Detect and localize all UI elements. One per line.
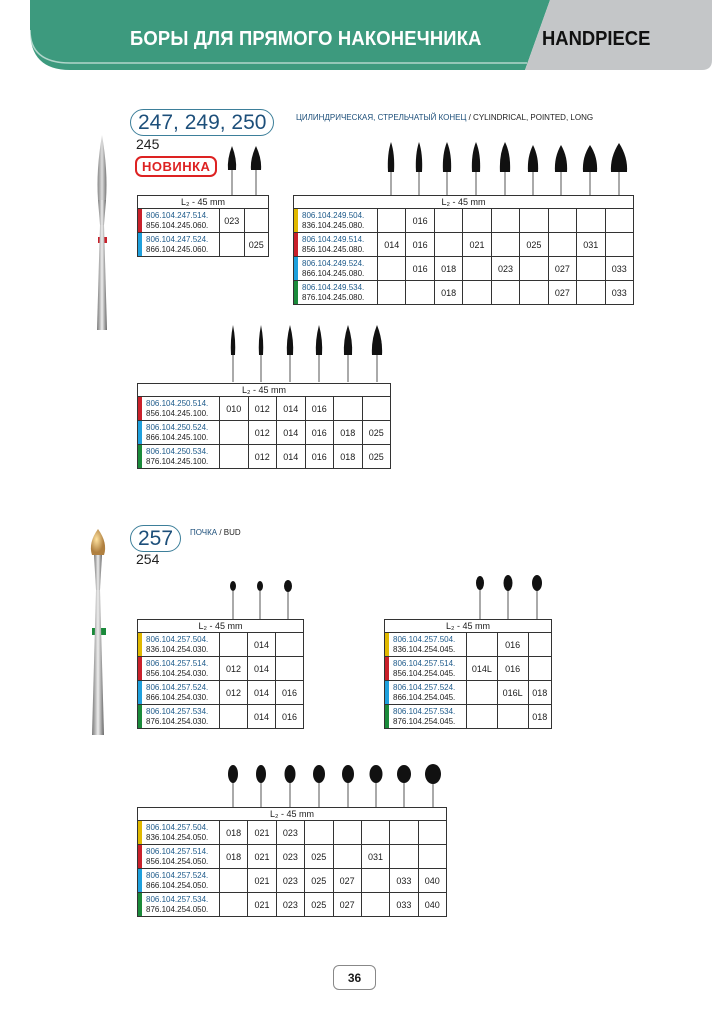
size-cell: 012 [248, 421, 277, 445]
size-cell [418, 821, 446, 845]
size-cell [361, 893, 389, 917]
order-code: 806.104.257.504. 836.104.254.045. [385, 633, 467, 657]
size-cell: 033 [390, 869, 418, 893]
table-header: L₂ - 45 mm [385, 620, 552, 633]
banner-title: БОРЫ ДЛЯ ПРЯМОГО НАКОНЕЧНИКА [130, 28, 482, 50]
order-code: 806.104.257.514. 856.104.254.050. [138, 845, 220, 869]
order-code: 806.104.257.524. 866.104.254.050. [138, 869, 220, 893]
table-row [385, 657, 552, 681]
table-row [138, 233, 269, 257]
size-cell [220, 705, 248, 729]
table-row [138, 421, 391, 445]
size-cell: 016L [497, 681, 528, 705]
size-cell: 012 [220, 681, 248, 705]
order-code: 806.104.249.504. 836.104.245.080. [294, 209, 378, 233]
order-code: 806.104.257.534. 876.104.254.050. [138, 893, 220, 917]
size-cell: 010 [220, 397, 249, 421]
header-banner [30, 0, 712, 70]
size-cell: 016 [305, 421, 334, 445]
size-cell: 025 [305, 893, 333, 917]
size-cell [390, 821, 418, 845]
size-cell: 021 [248, 845, 276, 869]
size-cell: 014 [277, 445, 306, 469]
size-cell: 040 [418, 893, 446, 917]
size-cell [467, 681, 498, 705]
size-cell: 021 [248, 893, 276, 917]
size-cell: 031 [577, 233, 605, 257]
size-cell: 014 [378, 233, 406, 257]
table-257-045 [384, 619, 552, 729]
order-code: 806.104.249.534. 876.104.245.080. [294, 281, 378, 305]
size-cell [333, 845, 361, 869]
new-badge: НОВИНКА [135, 156, 217, 177]
size-cell: 025 [244, 233, 269, 257]
table-header: L₂ - 45 mm [138, 808, 447, 821]
size-cell: 014 [248, 633, 276, 657]
size-cell: 012 [220, 657, 248, 681]
size-cell: 027 [333, 869, 361, 893]
alt-code: 245 [136, 136, 160, 152]
table-row [138, 705, 304, 729]
alt-code: 254 [136, 551, 160, 567]
bur-icons-247 [220, 143, 270, 195]
table-row [294, 209, 634, 233]
table-header: L₂ - 45 mm [294, 196, 634, 209]
size-cell [528, 657, 551, 681]
size-cell: 016 [497, 657, 528, 681]
size-cell: 031 [361, 845, 389, 869]
size-cell: 023 [276, 893, 304, 917]
size-cell: 016 [276, 705, 304, 729]
bur-photo-247 [85, 130, 120, 340]
size-cell [418, 845, 446, 869]
size-cell: 023 [276, 845, 304, 869]
table-row [138, 869, 447, 893]
size-cell: 025 [520, 233, 548, 257]
table-row [294, 281, 634, 305]
size-cell [528, 633, 551, 657]
size-cell: 016 [276, 681, 304, 705]
table-row [385, 681, 552, 705]
size-cell: 027 [548, 281, 576, 305]
size-cell [497, 705, 528, 729]
size-cell: 018 [434, 257, 462, 281]
size-cell [220, 893, 248, 917]
size-cell [491, 209, 519, 233]
size-cell [520, 209, 548, 233]
size-cell [577, 281, 605, 305]
size-cell [548, 209, 576, 233]
size-cell: 023 [491, 257, 519, 281]
table-row [294, 257, 634, 281]
size-cell [577, 209, 605, 233]
size-cell [220, 233, 245, 257]
order-code: 806.104.249.514. 856.104.245.080. [294, 233, 378, 257]
size-cell: 040 [418, 869, 446, 893]
size-cell [220, 445, 249, 469]
size-cell: 018 [220, 845, 248, 869]
size-cell [362, 397, 391, 421]
size-cell: 021 [248, 869, 276, 893]
order-code: 806.104.250.514. 856.104.245.100. [138, 397, 220, 421]
table-row [138, 633, 304, 657]
size-cell: 025 [362, 421, 391, 445]
size-cell [605, 209, 634, 233]
size-cell: 016 [305, 445, 334, 469]
size-cell: 012 [248, 445, 277, 469]
size-cell [463, 209, 491, 233]
size-cell: 027 [548, 257, 576, 281]
size-cell: 014 [248, 705, 276, 729]
size-cell: 025 [305, 845, 333, 869]
order-code: 806.104.247.524. 866.104.245.060. [138, 233, 220, 257]
page-number: 36 [333, 965, 376, 990]
size-cell: 018 [528, 681, 551, 705]
size-cell [276, 657, 304, 681]
order-code: 806.104.250.524. 866.104.245.100. [138, 421, 220, 445]
table-row [138, 845, 447, 869]
size-cell [467, 705, 498, 729]
size-cell [276, 633, 304, 657]
size-cell: 025 [305, 869, 333, 893]
size-cell [520, 281, 548, 305]
table-257-030 [137, 619, 304, 729]
order-code: 806.104.257.514. 856.104.254.030. [138, 657, 220, 681]
size-cell [220, 421, 249, 445]
order-code: 806.104.257.524. 866.104.254.030. [138, 681, 220, 705]
order-code: 806.104.247.514. 856.104.245.060. [138, 209, 220, 233]
size-cell: 021 [248, 821, 276, 845]
size-cell [406, 281, 434, 305]
size-cell: 014 [277, 421, 306, 445]
size-cell [548, 233, 576, 257]
table-250 [137, 383, 391, 469]
bur-code-badge: 257 [130, 525, 181, 552]
bur-icons-257-030 [220, 577, 305, 619]
order-code: 806.104.257.534. 876.104.254.030. [138, 705, 220, 729]
size-cell [378, 257, 406, 281]
order-code: 806.104.249.524. 866.104.245.080. [294, 257, 378, 281]
size-cell [361, 869, 389, 893]
size-cell: 014 [248, 681, 276, 705]
table-row [138, 681, 304, 705]
size-cell [361, 821, 389, 845]
order-code: 806.104.257.514. 856.104.254.045. [385, 657, 467, 681]
size-cell: 018 [220, 821, 248, 845]
size-cell: 018 [434, 281, 462, 305]
size-cell: 016 [406, 257, 434, 281]
size-cell: 016 [406, 209, 434, 233]
size-cell [520, 257, 548, 281]
size-cell [605, 233, 634, 257]
size-cell: 023 [220, 209, 245, 233]
order-code: 806.104.257.524. 866.104.254.045. [385, 681, 467, 705]
table-249 [293, 195, 634, 305]
size-cell [378, 281, 406, 305]
banner-title-en: HANDPIECE [542, 28, 651, 50]
desc-en: BUD [223, 528, 241, 537]
shape-description [296, 113, 593, 122]
table-header: L₂ - 45 mm [138, 620, 304, 633]
table-row [138, 821, 447, 845]
table-row [138, 397, 391, 421]
size-cell: 016 [406, 233, 434, 257]
size-cell [220, 633, 248, 657]
size-cell [333, 821, 361, 845]
shape-description [190, 528, 241, 537]
size-cell [434, 233, 462, 257]
table-row [385, 633, 552, 657]
size-cell [334, 397, 363, 421]
size-cell: 014 [277, 397, 306, 421]
size-cell [491, 233, 519, 257]
size-cell: 018 [528, 705, 551, 729]
size-cell: 014 [248, 657, 276, 681]
size-cell: 033 [390, 893, 418, 917]
size-cell [305, 821, 333, 845]
size-cell [378, 209, 406, 233]
order-code: 806.104.257.534. 876.104.254.045. [385, 705, 467, 729]
size-cell [463, 281, 491, 305]
order-code: 806.104.250.534. 876.104.245.100. [138, 445, 220, 469]
size-cell: 016 [305, 397, 334, 421]
desc-en: CYLINDRICAL, POINTED, LONG [473, 113, 594, 122]
size-cell [434, 209, 462, 233]
size-cell: 033 [605, 257, 634, 281]
table-row [294, 233, 634, 257]
size-cell: 021 [463, 233, 491, 257]
bur-icons-250 [220, 322, 390, 382]
table-row [385, 705, 552, 729]
bur-icons-249 [377, 140, 637, 195]
size-cell [577, 257, 605, 281]
table-247 [137, 195, 269, 257]
size-cell [467, 633, 498, 657]
table-row [138, 657, 304, 681]
size-cell [491, 281, 519, 305]
desc-sep: / [466, 113, 474, 122]
bur-icons-257-050 [220, 762, 450, 807]
order-code: 806.104.257.504. 836.104.254.030. [138, 633, 220, 657]
bur-photo-257 [82, 525, 117, 745]
desc-ru: ПОЧКА [190, 528, 218, 537]
table-header: L₂ - 45 mm [138, 384, 391, 397]
bur-code-badge: 247, 249, 250 [130, 109, 274, 136]
size-cell: 027 [333, 893, 361, 917]
size-cell: 014L [467, 657, 498, 681]
size-cell: 016 [497, 633, 528, 657]
size-cell: 033 [605, 281, 634, 305]
table-row [138, 893, 447, 917]
table-row [138, 209, 269, 233]
desc-ru: ЦИЛИНДРИЧЕСКАЯ, СТРЕЛЬЧАТЫЙ КОНЕЦ [296, 113, 467, 122]
size-cell: 018 [334, 421, 363, 445]
size-cell: 023 [276, 869, 304, 893]
bur-icons-257-045 [467, 572, 552, 619]
size-cell: 018 [334, 445, 363, 469]
size-cell [220, 869, 248, 893]
desc-sep: / [217, 528, 224, 537]
order-code: 806.104.257.504. 836.104.254.050. [138, 821, 220, 845]
table-257-050 [137, 807, 447, 917]
table-row [138, 445, 391, 469]
size-cell [244, 209, 269, 233]
size-cell: 012 [248, 397, 277, 421]
size-cell: 023 [276, 821, 304, 845]
size-cell [463, 257, 491, 281]
table-header: L₂ - 45 mm [138, 196, 269, 209]
size-cell [390, 845, 418, 869]
size-cell: 025 [362, 445, 391, 469]
